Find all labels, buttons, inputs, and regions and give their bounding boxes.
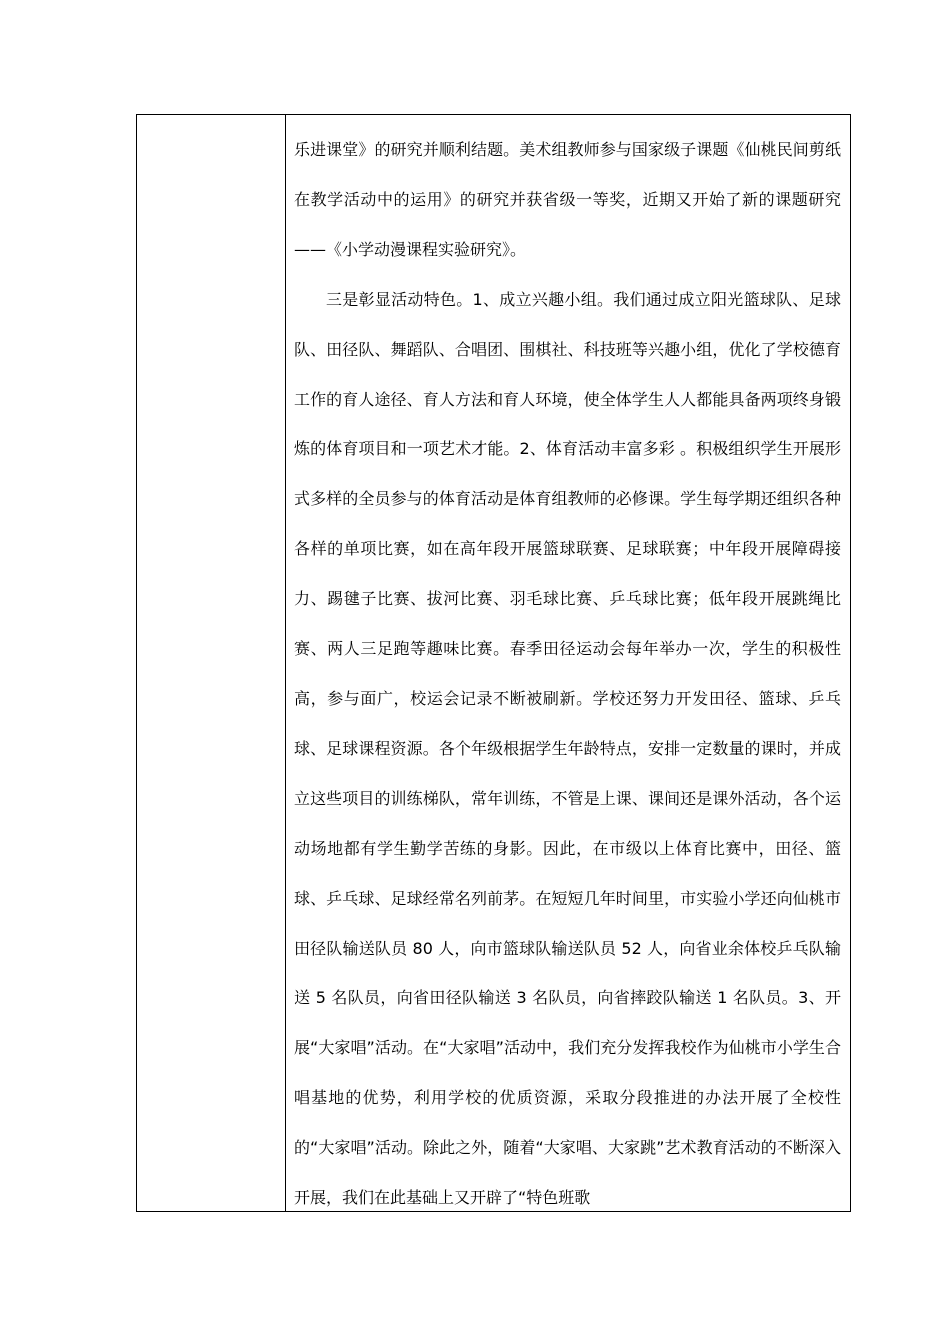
document-table <box>136 114 851 1212</box>
table-left-cell <box>137 115 286 1211</box>
table-content-cell <box>286 115 850 1211</box>
paragraph-activities: 三是彰显活动特色。1、成立兴趣小组。我们通过成立阳光篮球队、足球队、田径队、舞蹈队、合唱团、围棋社、科技班等兴趣小组，优化了学校德育工作的育人途径、育人方法和育人环境，使全体学生人人都能具备两项终身锻炼的体育项目和一项艺术才能。2、体育活动丰富多彩 。积极组织学生开展形式多样的全员参与的体育活动是体育组教师的必修课。学生每学期还组织各种各样的单项比赛，如在高年段开展篮球联赛、足球联赛；中年段开展障碍接力、踢毽子比赛、拔河比赛、羽毛球比赛、乒乓球比赛；低年段开展跳绳比赛、两人三足跑等趣味比赛。春季田径运动会每年举办一次，学生的积极性高，参与面广，校运会记录不断被刷新。学校还努力开发田径、篮球、乒乓球、足球课程资源。各个年级根据学生年龄特点，安排一定数量的课时，并成立这些项目的训练梯队，常年训练，不管是上课、课间还是课外活动，各个运动场地都有学生勤学苦练的身影。因此，在市级以上体育比赛中，田径、篮球、乒乓球、足球经常名列前茅。在短短几年时间里，市实验小学还向仙桃市田径队输送队员 80 人，向市篮球队输送队员 52 人，向省业余体校乒乓队输送 5 名队员，向省田径队输送 3 名队员，向省摔跤队输送 1 名队员。3、开展“大家唱”活动。在“大家唱”活动中，我们充分发挥我校作为仙桃市小学生合唱基地的优势，利用学校的优质资源，采取分段推进的办法开展了全校性的“大家唱”活动。除此之外，随着“大家唱、大家跳”艺术教育活动的不断深入开展，我们在此基础上又开辟了“特色班歌 <box>294 289 841 1208</box>
paragraph-research: 乐进课堂》的研究并顺利结题。美术组教师参与国家级子课题《仙桃民间剪纸在教学活动中的运用》的研究并获省级一等奖，近期又开始了新的课题研究——《小学动漫课程实验研究》。 <box>294 140 841 259</box>
